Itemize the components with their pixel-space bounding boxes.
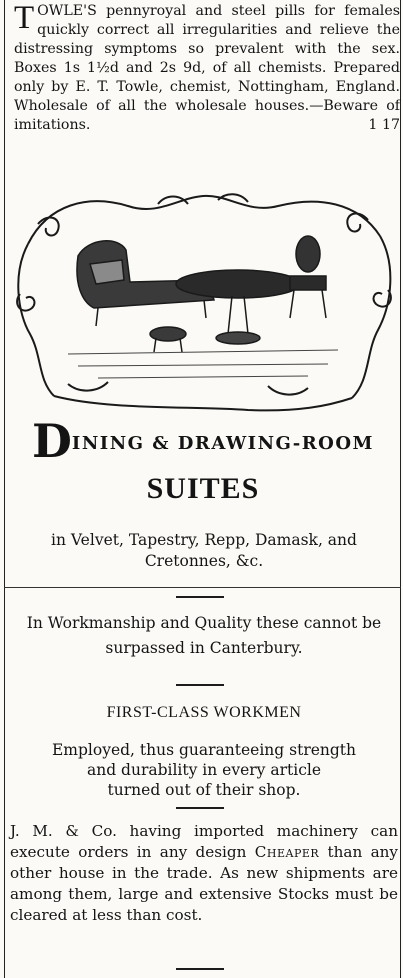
towle-drop-cap: T	[14, 0, 35, 36]
first-class-workmen-heading: FIRST-CLASS WORKMEN	[106, 704, 302, 721]
employed-text	[8, 740, 400, 800]
furniture-engraving	[8, 184, 398, 416]
dining-heading-text: INING & DRAWING-ROOM	[71, 433, 374, 454]
suites-heading: SUITES	[146, 472, 260, 505]
towle-reference-number: 1 17	[368, 117, 400, 133]
scroll-frame-left	[18, 244, 54, 396]
scroll-frame-top	[28, 196, 380, 244]
employed-line-1: Employed, thus guaranteeing strength	[51, 741, 357, 759]
left-column-rule	[4, 0, 5, 978]
scroll-frame-right	[352, 236, 390, 398]
employed-line-2: and durability in every article	[86, 761, 322, 779]
workmanship-text: In Workmanship and Quality these cannot be surpassed in Canterbury.	[26, 614, 382, 657]
towle-text: OWLE'S pennyroyal and steel pills for females quickly correct all irregularities and relieve the distressing symptoms so prevalent with the sex. Boxes 1s 1½d and 2s 9d, of all chemists. Prepared only by E. T. Towle, chemist, Nottingham, England. Wholesale of all the wholesale houses.—Beware of imitations.	[14, 3, 400, 133]
oval-table	[176, 270, 300, 344]
section-divider-3	[176, 807, 224, 809]
towle-advertisement	[14, 2, 400, 135]
right-column-rule	[400, 0, 401, 978]
full-width-divider	[4, 587, 401, 588]
side-chair	[290, 236, 326, 318]
section-divider-4	[176, 968, 224, 970]
jm-text-start: J. M. & Co. having imported machinery can execute orders in any design	[10, 822, 398, 861]
jm-cheaper-emphasis: Cheaper	[254, 843, 320, 861]
section-divider-2	[176, 684, 224, 686]
jm-company-text	[10, 821, 398, 926]
employed-line-3: turned out of their shop.	[107, 781, 301, 799]
scroll-frame-bottom	[54, 396, 352, 410]
jm-text-end: than any other house in the trade. As new shipments are among them, large and extensive Stocks must be cleared at less than cost.	[10, 843, 399, 924]
footstool	[150, 327, 186, 352]
dining-heading	[6, 414, 400, 468]
materials-text: in Velvet, Tapestry, Repp, Damask, and Cretonnes, &c.	[51, 531, 357, 570]
section-divider-1	[176, 596, 224, 598]
dining-drop-cap: D	[32, 414, 72, 468]
